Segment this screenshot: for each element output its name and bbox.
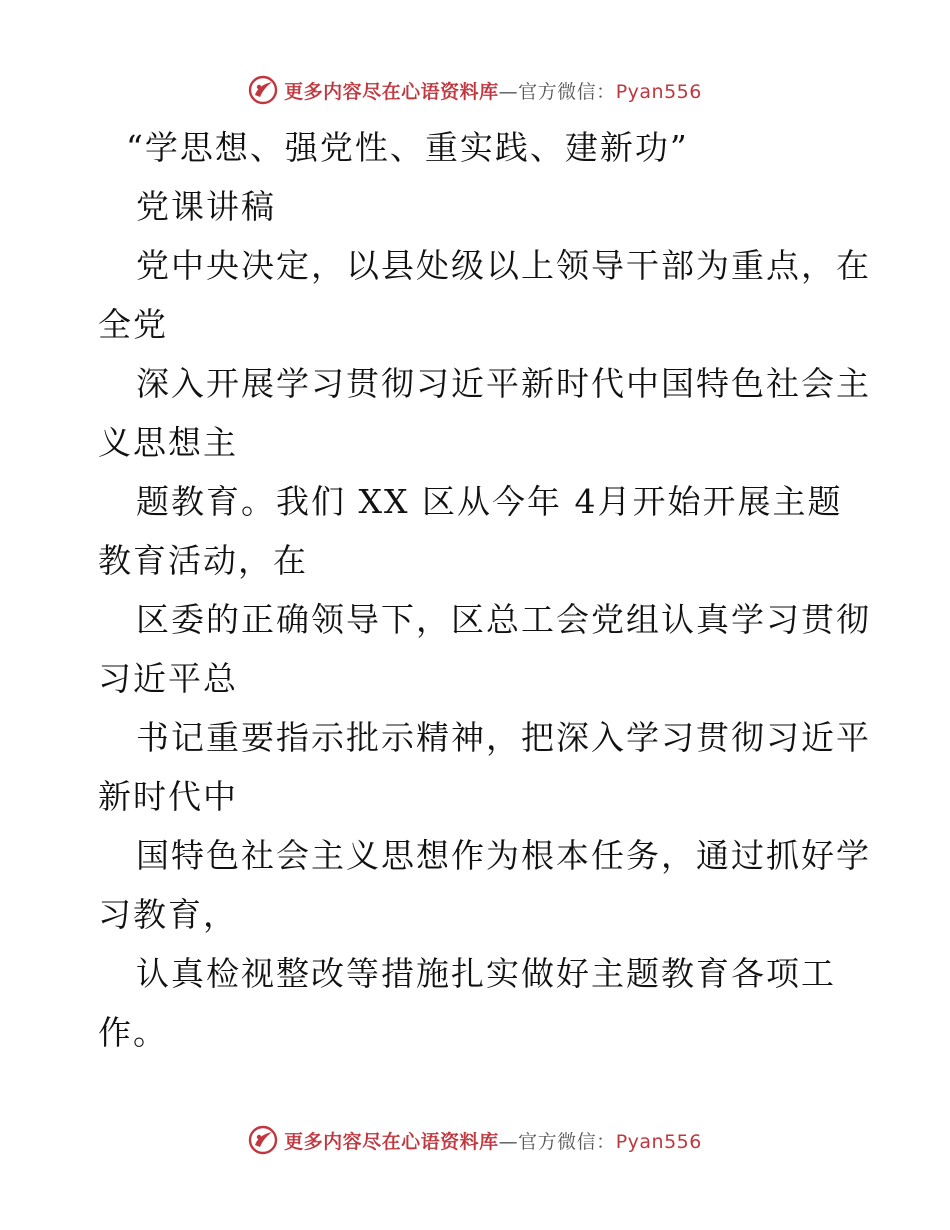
document-paragraph xyxy=(98,236,871,1062)
banner-text xyxy=(284,1127,702,1154)
banner-wechat-id: Pyan556 xyxy=(615,80,702,103)
banner-label: 官方微信： xyxy=(518,80,616,103)
paragraph-line: 作。 xyxy=(98,1013,168,1052)
paragraph-line: 深入开展学习贯彻习近平新时代中国特色社会主 xyxy=(136,364,871,403)
banner-main-text: 更多内容尽在心语资料库 xyxy=(284,80,499,103)
paragraph-line: 教育活动，在 xyxy=(98,541,308,580)
paragraph-line: 国特色社会主义思想作为根本任务，通过抓好学 xyxy=(136,836,871,875)
document-body xyxy=(98,118,871,1062)
document-subtitle: 党课讲稿 xyxy=(136,187,276,226)
brand-logo-icon xyxy=(248,75,278,105)
brand-logo-icon xyxy=(248,1125,278,1155)
paragraph-line: 区委的正确领导下，区总工会党组认真学习贯彻 xyxy=(136,600,871,639)
document-title: “学思想、强党性、重实践、建新功” xyxy=(126,128,689,167)
banner-main-text: 更多内容尽在心语资料库 xyxy=(284,1130,499,1153)
banner-label: 官方微信： xyxy=(518,1130,616,1153)
paragraph-line: 义思想主 xyxy=(98,423,238,462)
paragraph-line: 习教育， xyxy=(98,895,238,934)
banner-text xyxy=(284,77,702,104)
paragraph-line: 全党 xyxy=(98,305,168,344)
paragraph-line: 书记重要指示批示精神，把深入学习贯彻习近平 xyxy=(136,718,871,757)
footer-watermark-banner xyxy=(0,1120,950,1160)
paragraph-line: 新时代中 xyxy=(98,777,238,816)
banner-separator: — xyxy=(498,80,519,103)
paragraph-line: 党中央决定，以县处级以上领导干部为重点，在 xyxy=(136,246,871,285)
banner-wechat-id: Pyan556 xyxy=(615,1130,702,1153)
header-watermark-banner xyxy=(0,70,950,110)
paragraph-line: 题教育。我们 XX 区从今年 4月开始开展主题 xyxy=(136,482,843,521)
banner-separator: — xyxy=(498,1130,519,1153)
paragraph-line: 认真检视整改等措施扎实做好主题教育各项工 xyxy=(136,954,836,993)
paragraph-line: 习近平总 xyxy=(98,659,238,698)
